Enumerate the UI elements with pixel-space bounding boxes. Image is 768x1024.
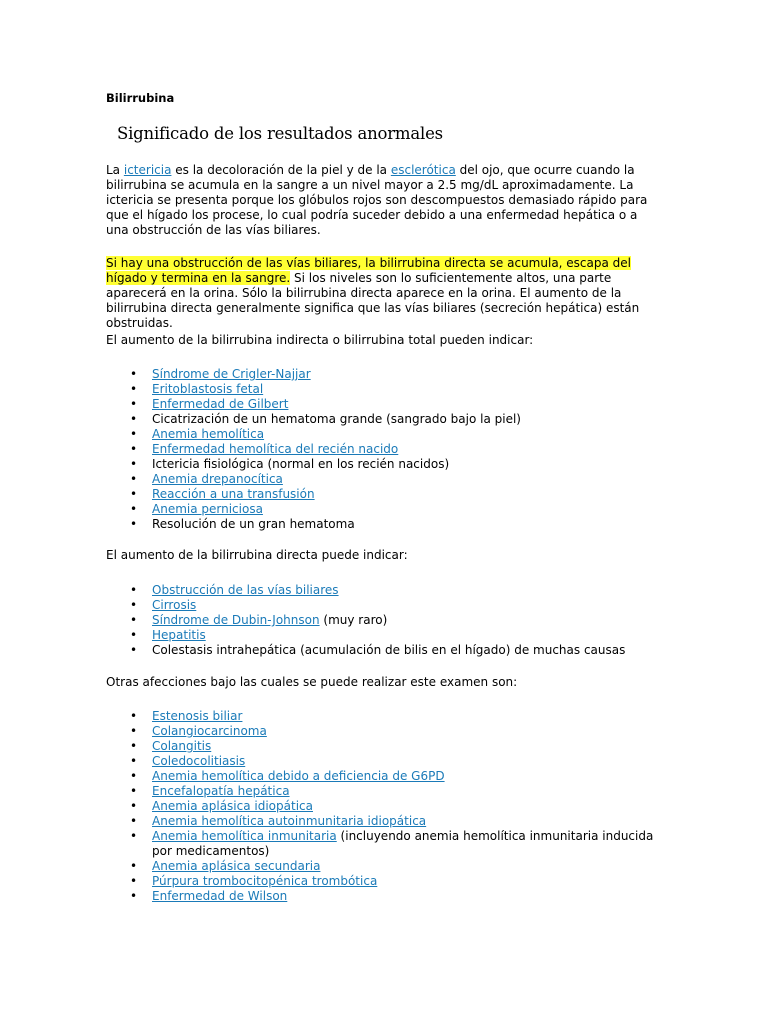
direct-bilirubin-list (106, 583, 666, 658)
indirect-bilirubin-list (106, 367, 666, 532)
text: La (106, 163, 124, 177)
paragraph-indirect-intro: El aumento de la bilirrubina indirecta o bilirrubina total pueden indicar: (106, 333, 534, 347)
list-item-link[interactable]: Anemia aplásica idiopática (152, 799, 313, 813)
list-item (106, 874, 666, 889)
list-item (106, 889, 666, 904)
list-item-link[interactable]: Anemia aplásica secundaria (152, 859, 321, 873)
list-item-suffix: (muy raro) (319, 613, 388, 627)
list-item (106, 487, 666, 502)
list-item-link[interactable]: Síndrome de Crigler-Najjar (152, 367, 311, 381)
list-item-link[interactable]: Cirrosis (152, 598, 197, 612)
list-item (106, 754, 666, 769)
list-item-link[interactable]: Reacción a una transfusión (152, 487, 315, 501)
text: Si los niveles son lo suficientemente altos, una parte aparecerá en la orina. Sólo la bilirrubina directa aparece en la orina. El aumento de la bilirrubina directa generalmente significa que las vías biliares (secreción hepática) están obstruidas. (106, 271, 640, 330)
list-item-link[interactable]: Obstrucción de las vías biliares (152, 583, 339, 597)
section-title: Significado de los resultados anormales (117, 124, 443, 143)
list-item-link[interactable]: Enfermedad de Gilbert (152, 397, 289, 411)
list-item (106, 382, 666, 397)
list-item (106, 517, 666, 532)
list-item (106, 613, 666, 628)
document-heading: Bilirrubina (106, 91, 175, 105)
list-item-link[interactable]: Hepatitis (152, 628, 206, 642)
list-item (106, 583, 666, 598)
paragraph-jaundice (106, 163, 658, 238)
list-item (106, 367, 666, 382)
list-item (106, 502, 666, 517)
list-item (106, 472, 666, 487)
paragraph-other-conditions-intro: Otras afecciones bajo las cuales se puede realizar este examen son: (106, 675, 518, 689)
list-item-link[interactable]: Estenosis biliar (152, 709, 243, 723)
list-item (106, 457, 666, 472)
list-item-link[interactable]: Anemia perniciosa (152, 502, 263, 516)
list-item-link[interactable]: Anemia hemolítica (152, 427, 265, 441)
list-item-link[interactable]: Colangitis (152, 739, 212, 753)
paragraph-direct-intro: El aumento de la bilirrubina directa puede indicar: (106, 548, 408, 562)
list-item (106, 397, 666, 412)
list-item-link[interactable]: Púrpura trombocitopénica trombótica (152, 874, 378, 888)
list-item-text: Cicatrización de un hematoma grande (sangrado bajo la piel) (152, 412, 521, 426)
list-item-link[interactable]: Anemia hemolítica autoinmunitaria idiopática (152, 814, 427, 828)
list-item (106, 769, 666, 784)
link-ictericia[interactable]: ictericia (123, 163, 172, 177)
list-item (106, 643, 666, 658)
link-esclerotica[interactable]: esclerótica (390, 163, 456, 177)
list-item (106, 427, 666, 442)
list-item (106, 598, 666, 613)
list-item (106, 829, 666, 859)
list-item (106, 709, 666, 724)
paragraph-obstruction (106, 256, 658, 331)
list-item (106, 784, 666, 799)
list-item-link[interactable]: Enfermedad hemolítica del recién nacido (152, 442, 399, 456)
list-item-suffix: (incluyendo anemia hemolítica inmunitaria inducida por medicamentos) (152, 829, 654, 858)
list-item-link[interactable]: Enfermedad de Wilson (152, 889, 288, 903)
list-item (106, 814, 666, 829)
list-item-text: Resolución de un gran hematoma (152, 517, 355, 531)
list-item-link[interactable]: Anemia drepanocítica (152, 472, 283, 486)
text: del ojo, que ocurre cuando la bilirrubina se acumula en la sangre a un nivel mayor a 2.5 mg/dL aproximadamente. La ictericia se presenta porque los glóbulos rojos son descompuestos demasiado rápido para que el hígado los procese, lo cual podría suceder debido a una enfermedad hepática o a una obstrucción de las vías biliares. (106, 163, 648, 237)
list-item-link[interactable]: Síndrome de Dubin-Johnson (152, 613, 320, 627)
list-item (106, 628, 666, 643)
highlighted-text: Si hay una obstrucción de las vías biliares, la bilirrubina directa se acumula, escapa del hígado y termina en la sangre. (106, 256, 631, 285)
list-item (106, 739, 666, 754)
list-item (106, 799, 666, 814)
list-item-link[interactable]: Encefalopatía hepática (152, 784, 290, 798)
list-item (106, 442, 666, 457)
list-item-link[interactable]: Coledocolitiasis (152, 754, 246, 768)
list-item (106, 859, 666, 874)
list-item-link[interactable]: Eritoblastosis fetal (152, 382, 264, 396)
list-item (106, 724, 666, 739)
list-item-link[interactable]: Colangiocarcinoma (152, 724, 267, 738)
list-item-text: Ictericia fisiológica (normal en los recién nacidos) (152, 457, 450, 471)
list-item-text: Colestasis intrahepática (acumulación de bilis en el hígado) de muchas causas (152, 643, 626, 657)
text: es la decoloración de la piel y de la (171, 163, 391, 177)
list-item-link[interactable]: Anemia hemolítica inmunitaria (152, 829, 337, 843)
list-item-link[interactable]: Anemia hemolítica debido a deficiencia de G6PD (152, 769, 445, 783)
other-conditions-list (106, 709, 666, 904)
list-item (106, 412, 666, 427)
